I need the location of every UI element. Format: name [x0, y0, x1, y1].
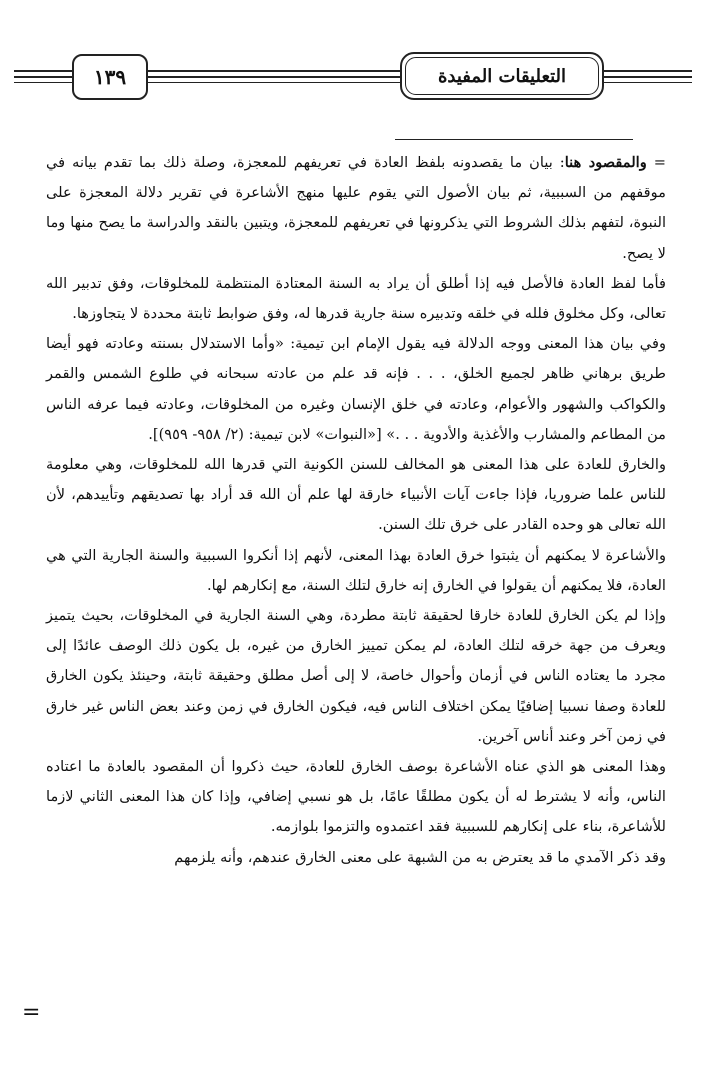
paragraph: وفي بيان هذا المعنى ووجه الدلالة فيه يقول الإمام ابن تيمية: «وأما الاستدلال بسنته وعادته فهو أيضا طريق برهاني ظاهر لجميع الخلق، . . . فإنه قد علم من عادته سبحانه في طلوع الشمس والقمر والكواكب والشهور والأعوام، وعادته في خلق الإنسان وغيره من المخلوقات، وعادته فيما عرفه الناس من المطاعم والمشارب والأغذية والأدوية . . .» [«النبوات» لابن تيمية: (٢/ ٩٥٨- ٩٥٩)].	[46, 335, 666, 443]
continuation-mark: =	[22, 1000, 41, 1025]
page-number: ١٣٩	[72, 54, 148, 100]
paragraph: وقد ذكر الآمدي ما قد يعترض به من الشبهة على معنى الخارق عندهم، وأنه يلزمهم	[174, 848, 666, 866]
paragraph: فأما لفظ العادة فالأصل فيه إذا أطلق أن يراد به السنة المعتادة المنتظمة للمخلوقات، وفق تدبير الله تعالى، وكل مخلوق فلله في خلقه وتدبيره سنة جارية قدرها له، وفق ضوابط ثابتة محددة لا يتجاوزها.	[46, 274, 666, 323]
paragraph: = والمقصود هنا: بيان ما يقصدونه بلفظ العادة في تعريفهم للمعجزة، وصلة ذلك بما تقدم بيانه في موقفهم من السببية، ثم بيان الأصول التي يقوم عليها منهج الأشاعرة في تقرير دلالة المعجزة على النبوة، لتفهم بذلك الشروط التي يذكرونها في تعريفهم للمعجزة، ويتبين بالنقد والدراسة ما يصح منها وما لا يصح.	[46, 154, 666, 262]
paragraph: وإذا لم يكن الخارق للعادة خارقا لحقيقة ثابتة مطردة، وهي السنة الجارية في المخلوقات، بحيث يتميز ويعرف من جهة خرقه لتلك العادة، لم يمكن تمييز الخارق من غيره، بل يكون ذلك الوصف عائدًا إلى مجرد ما يعتاده الناس في أزمان وأحوال خاصة، لا إلى أصل مطلق وحقيقة ثابتة، وحينئذ يكون الخارق للعادة وصفا نسبيا إضافيًا يمكن اختلاف الناس فيه، فيكون الخارق في زمن وعند بعض الناس غير خارق في زمن آخر وعند أناس آخرين.	[46, 607, 666, 745]
footnote-divider	[395, 139, 633, 140]
lead-term: والمقصود هنا	[564, 154, 647, 171]
paragraph: وهذا المعنى هو الذي عناه الأشاعرة بوصف الخارق للعادة، حيث ذكروا أن المقصود بالعادة ما اعتاده الناس، وأنه لا يشترط له أن يكون مطلقًا عامًا، بل هو نسبي إضافي، وإذا كان هذا المعنى الثاني لازما للأشاعرة، بناء على إنكارهم للسببية فقد اعتمدوه والتزموا بلوازمه.	[46, 758, 666, 836]
body-text	[46, 148, 666, 873]
paragraph: والأشاعرة لا يمكنهم أن يثبتوا خرق العادة بهذا المعنى، لأنهم إذا أنكروا السببية والسنة الجارية التي هي العادة، فلا يمكنهم أن يقولوا في الخارق إنه خارق لتلك السنة، مع إنكارهم لها.	[46, 546, 666, 594]
paragraph: والخارق للعادة على هذا المعنى هو المخالف للسنن الكونية التي قدرها الله للمخلوقات، وهي معلومة للناس علما ضروريا، فإذا جاءت آيات الأنبياء خارقة لها علم أن الله قد أراد بها تصديقهم وتأييدهم، لأن الله تعالى هو وحده القادر على خرق تلك السنن.	[46, 456, 666, 534]
running-title: التعليقات المفيدة	[400, 52, 604, 100]
paragraph-text: : بيان ما يقصدونه بلفظ العادة في تعريفهم للمعجزة، وصلة ذلك بما تقدم بيانه في موقفهم من السببية، ثم بيان الأصول التي يقوم عليها منهج الأشاعرة في تقرير دلالة المعجزة على النبوة، لتفهم بذلك الشروط التي يذكرونها في تعريفهم للمعجزة، ويتبين بالنقد والدراسة ما يصح منها وما لا يصح.	[46, 154, 666, 262]
